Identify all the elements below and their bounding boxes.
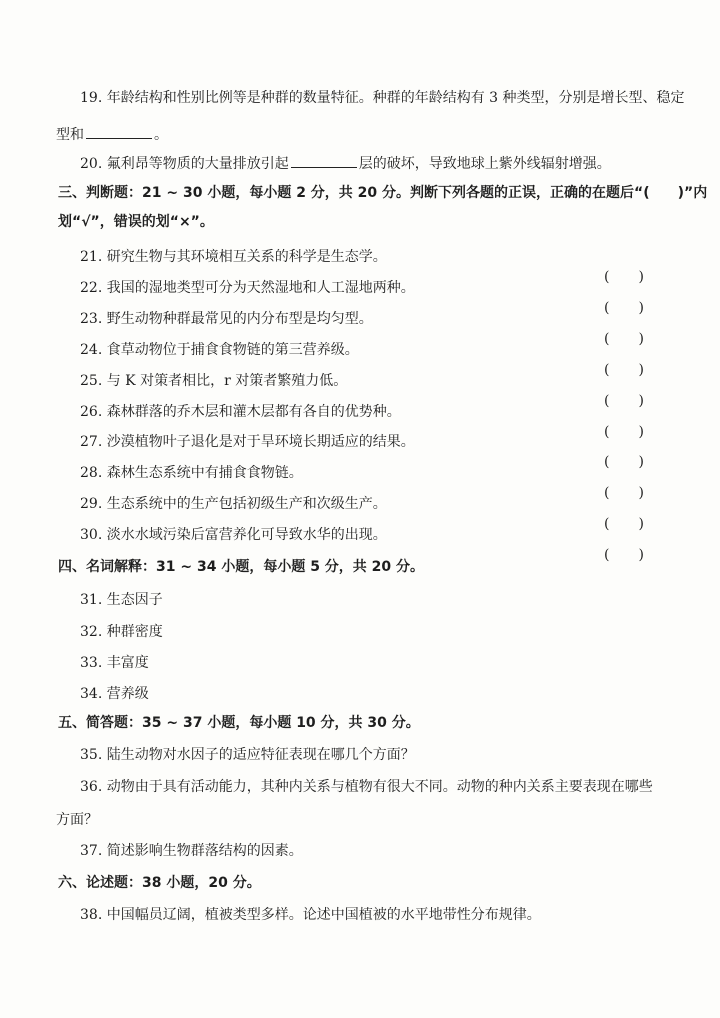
answer-parentheses[interactable]: ( ) bbox=[604, 269, 644, 285]
section-4-heading: 四、名词解释：31 ~ 34 小题，每小题 5 分，共 20 分。 bbox=[58, 559, 425, 575]
answer-parentheses[interactable]: ( ) bbox=[604, 393, 644, 409]
judgement-item bbox=[0, 463, 720, 501]
question-35: 35. 陆生动物对水因子的适应特征表现在哪几个方面？ bbox=[80, 747, 415, 763]
section-3-heading-line1: 三、判断题：21 ~ 30 小题，每小题 2 分，共 20 分。判断下列各题的正误，正确的在题后“( )”内 bbox=[58, 185, 708, 201]
question-20 bbox=[0, 153, 720, 174]
question-19-suffix: 。 bbox=[154, 127, 168, 143]
question-19-blank[interactable] bbox=[86, 124, 152, 139]
question-36-line1: 36. 动物由于具有活动能力，其种内关系与植物有很大不同。动物的种内关系主要表现在哪些 bbox=[80, 779, 653, 795]
section-3-heading-line2: 划“√”，错误的划“×”。 bbox=[58, 214, 214, 230]
answer-parentheses[interactable]: ( ) bbox=[604, 516, 644, 532]
judgement-item bbox=[0, 432, 720, 470]
judgement-text: 29. 生态系统中的生产包括初级生产和次级生产。 bbox=[80, 496, 387, 512]
judgement-text: 25. 与 K 对策者相比，r 对策者繁殖力低。 bbox=[80, 373, 348, 389]
question-19-prefix: 型和 bbox=[56, 127, 84, 143]
answer-parentheses[interactable]: ( ) bbox=[604, 485, 644, 501]
judgement-item bbox=[0, 525, 720, 563]
judgement-item bbox=[0, 494, 720, 532]
term-item: 34. 营养级 bbox=[80, 686, 149, 702]
section-5-heading: 五、简答题：35 ~ 37 小题，每小题 10 分，共 30 分。 bbox=[58, 715, 420, 731]
judgement-item bbox=[0, 278, 720, 316]
question-37: 37. 简述影响生物群落结构的因素。 bbox=[80, 843, 303, 859]
judgement-text: 24. 食草动物位于捕食食物链的第三营养级。 bbox=[80, 342, 359, 358]
judgement-item bbox=[0, 402, 720, 440]
question-19-line2 bbox=[0, 124, 720, 145]
judgement-text: 22. 我国的湿地类型可分为天然湿地和人工湿地两种。 bbox=[80, 280, 415, 296]
judgement-item bbox=[0, 309, 720, 347]
judgement-text: 30. 淡水水域污染后富营养化可导致水华的出现。 bbox=[80, 527, 387, 543]
question-20-prefix: 20. 氟利昂等物质的大量排放引起 bbox=[80, 156, 289, 172]
section-6-heading: 六、论述题：38 小题，20 分。 bbox=[58, 875, 261, 891]
question-36-line2: 方面？ bbox=[56, 812, 98, 828]
question-20-blank[interactable] bbox=[291, 153, 357, 168]
answer-parentheses[interactable]: ( ) bbox=[604, 547, 644, 563]
judgement-item bbox=[0, 340, 720, 378]
term-item: 32. 种群密度 bbox=[80, 624, 163, 640]
answer-parentheses[interactable]: ( ) bbox=[604, 454, 644, 470]
judgement-item bbox=[0, 371, 720, 409]
judgement-item bbox=[0, 247, 720, 285]
answer-parentheses[interactable]: ( ) bbox=[604, 424, 644, 440]
question-38: 38. 中国幅员辽阔，植被类型多样。论述中国植被的水平地带性分布规律。 bbox=[80, 907, 541, 923]
judgement-text: 27. 沙漠植物叶子退化是对于旱环境长期适应的结果。 bbox=[80, 434, 415, 450]
answer-parentheses[interactable]: ( ) bbox=[604, 362, 644, 378]
question-19-line1: 19. 年龄结构和性别比例等是种群的数量特征。种群的年龄结构有 3 种类型，分别是增长型、稳定 bbox=[80, 90, 685, 106]
term-item: 31. 生态因子 bbox=[80, 592, 163, 608]
judgement-text: 23. 野生动物种群最常见的内分布型是均匀型。 bbox=[80, 311, 373, 327]
question-20-suffix: 层的破坏，导致地球上紫外线辐射增强。 bbox=[358, 156, 611, 172]
judgement-text: 26. 森林群落的乔木层和灌木层都有各自的优势种。 bbox=[80, 404, 401, 420]
answer-parentheses[interactable]: ( ) bbox=[604, 300, 644, 316]
judgement-text: 21. 研究生物与其环境相互关系的科学是生态学。 bbox=[80, 249, 387, 265]
answer-parentheses[interactable]: ( ) bbox=[604, 331, 644, 347]
judgement-text: 28. 森林生态系统中有捕食食物链。 bbox=[80, 465, 303, 481]
term-item: 33. 丰富度 bbox=[80, 655, 149, 671]
